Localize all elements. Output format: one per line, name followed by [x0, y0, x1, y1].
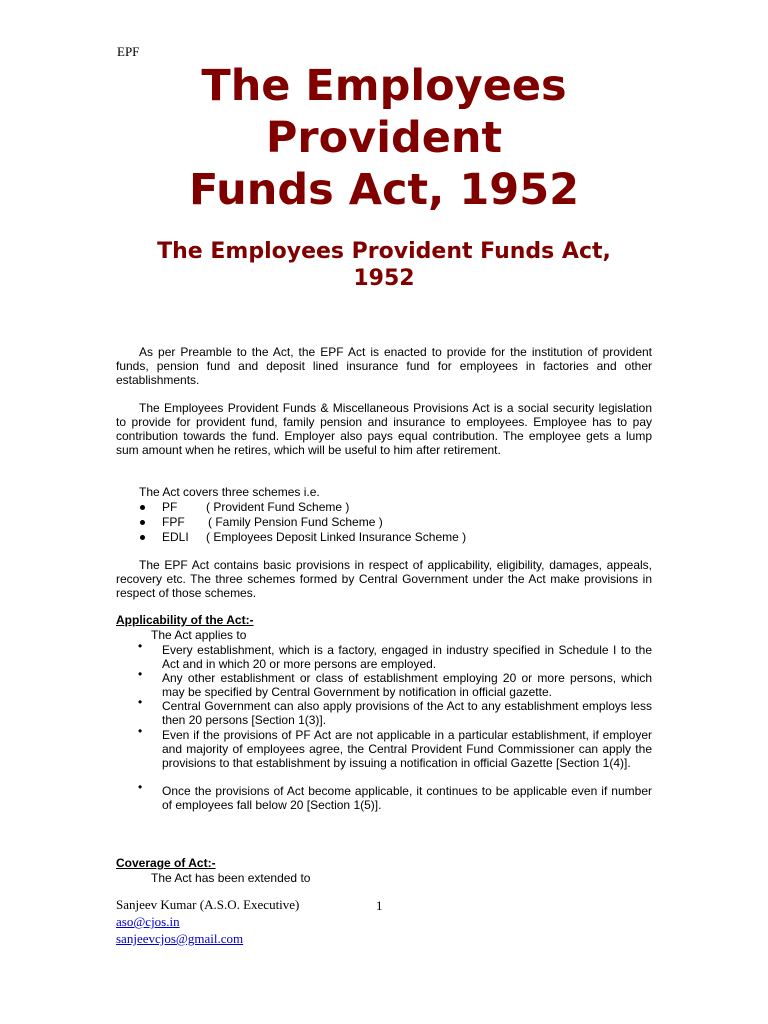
coverage-heading: Coverage of Act:- [116, 856, 216, 870]
bullet-icon [140, 505, 145, 510]
scheme-name: ( Employees Deposit Linked Insurance Scheme ) [206, 530, 467, 544]
scheme-name: ( Family Pension Fund Scheme ) [208, 515, 383, 529]
preamble-paragraph: As per Preamble to the Act, the EPF Act is enacted to provide for the institution of provident funds, pension fund and deposit lined insurance fund for employees in factories and other establishments. [116, 345, 652, 387]
list-item [116, 695, 652, 728]
scheme-code: EDLI [162, 530, 189, 544]
bullet-icon [140, 520, 145, 525]
schemes-intro: The Act covers three schemes i.e. [139, 485, 320, 499]
applicability-intro: The Act applies to [151, 628, 247, 642]
scheme-code: PF [162, 500, 178, 514]
list-item [116, 780, 652, 812]
footer-author: Sanjeev Kumar (A.S.O. Executive) [116, 897, 300, 912]
applicability-list [116, 639, 652, 812]
scheme-code: FPF [162, 515, 185, 529]
bullet-icon: • [138, 639, 143, 653]
header-label: EPF [117, 44, 140, 59]
applicability-heading: Applicability of the Act:- [116, 613, 254, 627]
email-link-personal[interactable]: sanjeevcjos@gmail.com [116, 931, 244, 946]
subtitle-line-2: 1952 [353, 266, 415, 291]
subtitle [116, 238, 652, 292]
social-security-paragraph: The Employees Provident Funds & Miscellaneous Provisions Act is a social security legislation to provide for provident fund, family pension and insurance to employees. Employee has to pay contribution towards the fund. Employer also pays equal contribution. The employee gets a lump sum amount when he retires, which will be useful to him after retirement. [116, 401, 652, 457]
applicability-item-text: Even if the provisions of PF Act are not applicable in a particular establishment, if employer and majority of employees agree, the Central Provident Fund Commissioner can apply the provisions to that establishment by issuing a notification in official Gazette [Section 1(4)]. [162, 728, 652, 770]
coverage-intro: The Act has been extended to [151, 871, 311, 885]
subtitle-line-1: The Employees Provident Funds Act, [157, 239, 611, 264]
list-item [116, 667, 652, 699]
bullet-icon: • [138, 667, 143, 681]
email-link-aso[interactable]: aso@cjos.in [116, 914, 180, 929]
applicability-item-text: Central Government can also apply provisions of the Act to any establishment employs less then 20 persons [Section 1(3)]. [162, 699, 652, 727]
list-item [116, 724, 652, 784]
bullet-icon: • [138, 780, 143, 794]
page-title [116, 60, 652, 216]
applicability-item-text: Once the provisions of Act become applicable, it continues to be applicable even if number of employees fall below 20 [Section 1(5)]. [162, 784, 652, 812]
list-item [116, 639, 652, 671]
applicability-item-text: Any other establishment or class of establishment employing 20 or more persons, which may be specified by Central Government by notification in official gazette. [162, 671, 652, 699]
applicability-item-text: Every establishment, which is a factory, engaged in industry specified in Schedule I to the Act and in which 20 or more persons are employed. [162, 643, 652, 671]
scheme-name: ( Provident Fund Scheme ) [206, 500, 350, 514]
title-line-1: The Employees [201, 61, 567, 111]
basic-provisions-paragraph: The EPF Act contains basic provisions in respect of applicability, eligibility, damages, appeals, recovery etc. The three schemes formed by Central Government under the Act make provisions in respect of those schemes. [116, 558, 652, 600]
title-line-3: Funds Act, 1952 [188, 165, 580, 215]
page-number: 1 [376, 898, 383, 913]
bullet-icon [140, 535, 145, 540]
title-line-2: Provident [265, 113, 503, 163]
bullet-icon: • [138, 695, 143, 709]
bullet-icon: • [138, 724, 143, 738]
